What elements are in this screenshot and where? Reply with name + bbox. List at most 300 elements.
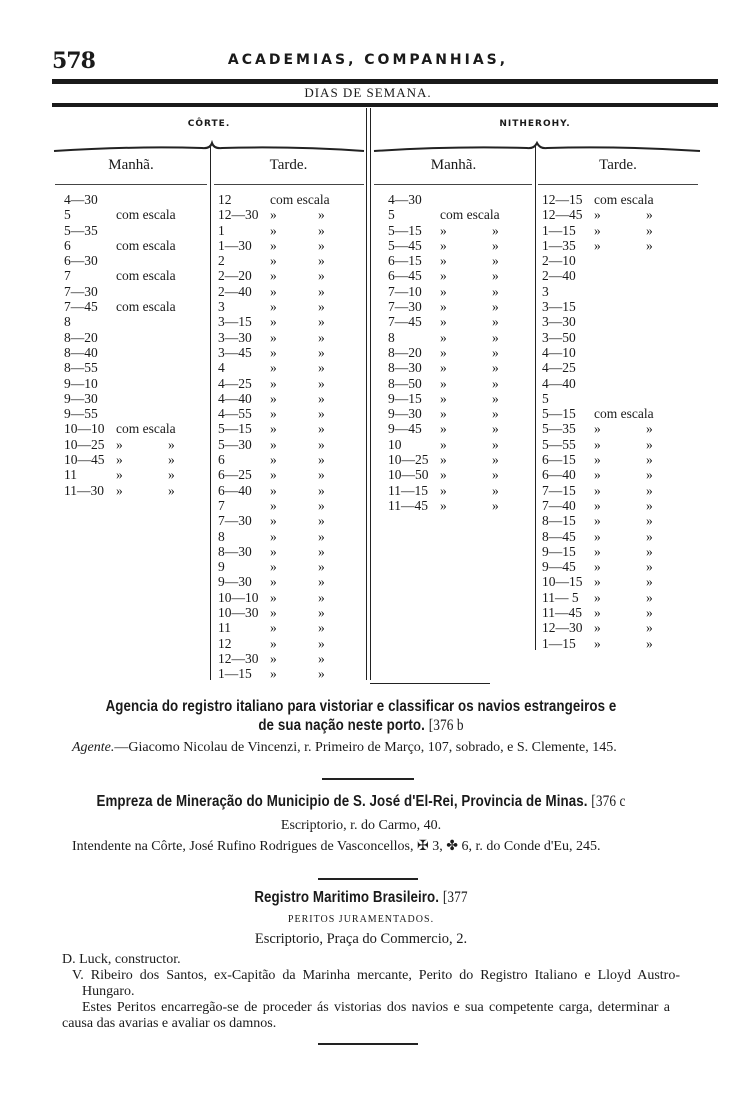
entry-title-agencia: Agencia do registro italiano para vistoriar e classificar os navios estrangeiros e de sua nação neste porto. [376 b <box>105 698 617 734</box>
entry-ref: [376 b <box>428 717 464 734</box>
ditto-mark: » <box>270 574 277 590</box>
region-divider-right <box>370 108 371 680</box>
departure-time: 11 <box>64 467 77 483</box>
ditto-mark: » <box>318 513 325 529</box>
schedule-row <box>64 421 176 436</box>
schedule-row <box>218 391 330 406</box>
schedule-row <box>542 529 654 544</box>
ditto-mark: » <box>318 650 325 666</box>
departure-time: 4—55 <box>218 406 252 422</box>
schedule-row <box>542 620 654 635</box>
ditto-mark: » <box>270 559 277 575</box>
ditto-mark: » <box>492 360 499 376</box>
departure-time: 3—50 <box>542 329 576 345</box>
schedule-row <box>388 238 500 253</box>
departure-time: 7 <box>218 497 225 513</box>
ditto-mark: » <box>270 528 277 544</box>
registro-note: Estes Peritos encarregão-se de proceder ás vistorias dos navios e sua competente carga, determinar a causa das avarias e avaliar os damnos. <box>62 1000 670 1031</box>
schedule-row <box>218 513 330 528</box>
schedule-row <box>64 376 176 391</box>
departure-time: 3—15 <box>542 299 576 315</box>
departure-time: 8—40 <box>64 344 98 360</box>
ditto-mark: » <box>492 482 499 498</box>
departure-time: 1 <box>218 222 225 238</box>
empreza-office: Escriptorio, r. do Carmo, 40. <box>280 818 442 833</box>
ditto-mark: » <box>440 467 447 483</box>
schedule-row <box>388 360 500 375</box>
schedule-row <box>542 207 654 222</box>
departure-time: 12 <box>218 635 232 651</box>
ditto-mark: » <box>168 467 175 483</box>
ditto-mark: » <box>318 666 325 682</box>
ditto-mark: » <box>270 207 277 223</box>
departure-time: 4—40 <box>542 375 576 391</box>
schedule-row <box>218 299 330 314</box>
schedule-row <box>218 207 330 222</box>
ditto-mark: » <box>318 574 325 590</box>
ditto-mark: » <box>492 375 499 391</box>
departure-time: 5—35 <box>542 421 576 437</box>
ditto-mark: » <box>646 436 653 452</box>
stop-note: com escala <box>270 192 330 207</box>
ditto-mark: » <box>646 635 653 651</box>
departure-time: 7—30 <box>64 283 98 299</box>
ditto-mark: » <box>270 344 277 360</box>
corte-brace <box>52 140 366 154</box>
ditto-mark: » <box>492 467 499 483</box>
ditto-mark: » <box>646 559 653 575</box>
entry-ref: [376 c <box>591 793 626 810</box>
ditto-mark: » <box>440 237 447 253</box>
ditto-mark: » <box>270 406 277 422</box>
stop-note: com escala <box>440 207 500 223</box>
ditto-mark: » <box>594 497 601 513</box>
ditto-mark: » <box>318 299 325 315</box>
ditto-mark: » <box>270 222 277 238</box>
schedule-row <box>218 483 330 498</box>
stop-note: com escala <box>594 406 654 422</box>
ditto-mark: » <box>646 207 653 223</box>
ditto-mark: » <box>492 344 499 360</box>
ditto-mark: » <box>440 268 447 284</box>
ditto-mark: » <box>440 360 447 376</box>
departure-time: 3—45 <box>218 344 252 360</box>
region-header-nitherohy: NITHEROHY. <box>499 119 571 129</box>
ditto-mark: » <box>646 543 653 559</box>
schedule-row <box>218 651 330 666</box>
ditto-mark: » <box>270 237 277 253</box>
schedule-row <box>218 605 330 620</box>
departure-time: 3 <box>542 283 549 299</box>
departure-time: 6 <box>218 452 225 468</box>
schedule-row <box>218 529 330 544</box>
departure-time: 1—15 <box>542 222 576 238</box>
ditto-mark: » <box>594 589 601 605</box>
schedule-row <box>218 559 330 574</box>
departure-time: 9—10 <box>64 375 98 391</box>
schedule-row <box>388 406 500 421</box>
ditto-mark: » <box>270 635 277 651</box>
ditto-mark: » <box>440 283 447 299</box>
ditto-mark: » <box>270 299 277 315</box>
departure-time: 12—45 <box>542 207 583 223</box>
departure-time: 8 <box>64 314 71 330</box>
departure-time: 6—40 <box>542 467 576 483</box>
departure-time: 5—55 <box>542 436 576 452</box>
running-head: ACADEMIAS, COMPANHIAS, <box>227 52 509 68</box>
schedule-row <box>388 376 500 391</box>
ditto-mark: » <box>318 237 325 253</box>
schedule-row <box>218 345 330 360</box>
schedule-row <box>542 590 654 605</box>
ditto-mark: » <box>594 574 601 590</box>
separator-rule <box>318 878 418 880</box>
ditto-mark: » <box>270 421 277 437</box>
departure-time: 11—15 <box>388 482 428 498</box>
column-header-nitherohy-tarde: Tarde. <box>599 157 637 173</box>
ditto-mark: » <box>318 528 325 544</box>
departure-time: 3 <box>218 299 225 315</box>
ditto-mark: » <box>492 283 499 299</box>
ditto-mark: » <box>318 329 325 345</box>
departure-time: 11 <box>218 620 231 636</box>
schedule-row <box>542 452 654 467</box>
departure-time: 8—55 <box>64 360 98 376</box>
ditto-mark: » <box>492 436 499 452</box>
departure-time: 4 <box>218 360 225 376</box>
departure-time: 9—15 <box>542 543 576 559</box>
departure-time: 7—30 <box>388 299 422 315</box>
ditto-mark: » <box>440 253 447 269</box>
stop-note: com escala <box>116 299 176 315</box>
ditto-mark: » <box>270 620 277 636</box>
ditto-mark: » <box>646 528 653 544</box>
ditto-mark: » <box>270 666 277 682</box>
departure-time: 8—20 <box>388 344 422 360</box>
schedule-row <box>542 268 654 283</box>
table-title: DIAS DE SEMANA. <box>304 85 432 100</box>
ditto-mark: » <box>270 360 277 376</box>
ditto-mark: » <box>440 314 447 330</box>
ditto-mark: » <box>168 436 175 452</box>
departure-time: 3—15 <box>218 314 252 330</box>
departure-time: 6—30 <box>64 253 98 269</box>
schedule-row <box>64 467 176 482</box>
departure-time: 4—10 <box>542 344 576 360</box>
ditto-mark: » <box>318 467 325 483</box>
schedule-row <box>64 238 176 253</box>
ditto-mark: » <box>270 452 277 468</box>
schedule-row <box>64 391 176 406</box>
schedule-row <box>218 406 330 421</box>
ditto-mark: » <box>440 222 447 238</box>
departure-time: 4—25 <box>218 375 252 391</box>
departure-time: 10—15 <box>542 574 583 590</box>
departure-time: 10—10 <box>218 589 259 605</box>
stop-note: com escala <box>116 421 176 437</box>
registro-office: Escriptorio, Praça do Commercio, 2. <box>254 931 468 947</box>
departure-time: 7—40 <box>542 497 576 513</box>
ditto-mark: » <box>270 589 277 605</box>
ditto-mark: » <box>594 605 601 621</box>
departure-time: 7—45 <box>64 299 98 315</box>
ditto-mark: » <box>492 237 499 253</box>
departure-time: 2—20 <box>218 268 252 284</box>
schedule-row <box>64 223 176 238</box>
departure-time: 12—15 <box>542 192 583 207</box>
schedule-row <box>388 330 500 345</box>
schedule-row <box>542 498 654 513</box>
departure-time: 8—20 <box>64 329 98 345</box>
departure-time: 9—30 <box>64 390 98 406</box>
departure-time: 9—30 <box>218 574 252 590</box>
region-header-corte: CÔRTE. <box>187 119 231 129</box>
schedule-row <box>542 636 654 651</box>
schedule-row <box>388 498 500 513</box>
ditto-mark: » <box>318 360 325 376</box>
ditto-mark: » <box>270 253 277 269</box>
departure-time: 8 <box>388 329 395 345</box>
schedule-row <box>218 437 330 452</box>
schedule-row <box>218 223 330 238</box>
ditto-mark: » <box>594 543 601 559</box>
separator-rule <box>322 778 414 780</box>
ditto-mark: » <box>594 452 601 468</box>
departure-time: 10—45 <box>64 452 105 468</box>
ditto-mark: » <box>594 222 601 238</box>
schedule-row <box>542 345 654 360</box>
schedule-row <box>218 498 330 513</box>
ditto-mark: » <box>318 390 325 406</box>
ditto-mark: » <box>318 222 325 238</box>
departure-time: 8—50 <box>388 375 422 391</box>
schedule-row <box>218 421 330 436</box>
schedule-row <box>64 207 176 222</box>
stop-note: com escala <box>116 207 176 223</box>
departure-time: 10—30 <box>218 605 259 621</box>
schedule-row <box>542 238 654 253</box>
schedule-row <box>542 192 654 207</box>
ditto-mark: » <box>646 620 653 636</box>
schedule-row <box>218 666 330 681</box>
departure-time: 5—15 <box>218 421 252 437</box>
ditto-mark: » <box>492 497 499 513</box>
ditto-mark: » <box>594 559 601 575</box>
schedule-row <box>388 284 500 299</box>
departure-time: 12 <box>218 192 232 207</box>
ditto-mark: » <box>492 222 499 238</box>
stop-note: com escala <box>116 268 176 284</box>
schedule-row <box>542 376 654 391</box>
registro-subtitle: PERITOS JURAMENTADOS. <box>287 914 435 925</box>
departure-time: 2—10 <box>542 253 576 269</box>
ditto-mark: » <box>270 390 277 406</box>
ditto-mark: » <box>646 237 653 253</box>
ditto-mark: » <box>492 452 499 468</box>
ditto-mark: » <box>270 283 277 299</box>
departure-time: 2 <box>218 253 225 269</box>
schedule-row <box>64 330 176 345</box>
schedule-row <box>542 314 654 329</box>
ditto-mark: » <box>594 528 601 544</box>
schedule-corte-tarde <box>218 192 330 682</box>
departure-time: 12—30 <box>218 207 259 223</box>
schedule-row <box>218 376 330 391</box>
departure-time: 10 <box>388 436 402 452</box>
agencia-agent: Agente.—Giacomo Nicolau de Vincenzi, r. Primeiro de Março, 107, sobrado, e S. Clemente, 145. <box>72 740 617 755</box>
schedule-row <box>388 314 500 329</box>
ditto-mark: » <box>492 299 499 315</box>
entry-title-empreza: Empreza de Mineração do Municipio de S. José d'El-Rei, Provincia de Minas. [376 c <box>96 793 626 810</box>
ditto-mark: » <box>594 482 601 498</box>
ditto-mark: » <box>492 253 499 269</box>
departure-time: 5 <box>64 207 71 223</box>
departure-time: 7—30 <box>218 513 252 529</box>
ditto-mark: » <box>318 605 325 621</box>
departure-time: 12—30 <box>542 620 583 636</box>
schedule-row <box>542 284 654 299</box>
ditto-mark: » <box>168 452 175 468</box>
departure-time: 8—45 <box>542 528 576 544</box>
departure-time: 9—55 <box>64 406 98 422</box>
departure-time: 4—25 <box>542 360 576 376</box>
schedule-row <box>542 406 654 421</box>
ditto-mark: » <box>646 513 653 529</box>
entry-ref: [377 <box>442 889 468 906</box>
ditto-mark: » <box>440 452 447 468</box>
ditto-mark: » <box>318 635 325 651</box>
schedule-row <box>542 544 654 559</box>
departure-time: 5—45 <box>388 237 422 253</box>
ditto-mark: » <box>492 329 499 345</box>
departure-time: 11—45 <box>388 497 428 513</box>
schedule-row <box>64 284 176 299</box>
top-rule <box>52 79 718 84</box>
nitherohy-column-divider <box>535 146 536 650</box>
ditto-mark: » <box>318 482 325 498</box>
schedule-row <box>64 437 176 452</box>
schedule-row <box>218 330 330 345</box>
header-underline <box>55 184 207 185</box>
ditto-mark: » <box>492 406 499 422</box>
ditto-mark: » <box>318 589 325 605</box>
departure-time: 8—30 <box>388 360 422 376</box>
ditto-mark: » <box>440 299 447 315</box>
schedule-nitherohy-manha <box>388 192 500 513</box>
ditto-mark: » <box>318 207 325 223</box>
column-header-nitherohy-manha: Manhã. <box>430 157 477 173</box>
ditto-mark: » <box>646 421 653 437</box>
schedule-row <box>218 284 330 299</box>
departure-time: 4—40 <box>218 390 252 406</box>
ditto-mark: » <box>318 314 325 330</box>
departure-time: 12—30 <box>218 650 259 666</box>
ditto-mark: » <box>492 268 499 284</box>
departure-time: 11—45 <box>542 605 582 621</box>
departure-time: 6—45 <box>388 268 422 284</box>
schedule-row <box>542 574 654 589</box>
departure-time: 9—15 <box>388 390 422 406</box>
departure-time: 1—15 <box>542 635 576 651</box>
ditto-mark: » <box>594 436 601 452</box>
schedule-row <box>64 314 176 329</box>
departure-time: 6—15 <box>542 452 576 468</box>
schedule-row <box>388 437 500 452</box>
ditto-mark: » <box>440 344 447 360</box>
ditto-mark: » <box>594 421 601 437</box>
schedule-row <box>64 406 176 421</box>
schedule-row <box>388 253 500 268</box>
table-end-rule <box>370 683 490 684</box>
ditto-mark: » <box>646 467 653 483</box>
schedule-row <box>388 192 500 207</box>
departure-time: 3—30 <box>218 329 252 345</box>
departure-time: 9 <box>218 559 225 575</box>
ditto-mark: » <box>318 436 325 452</box>
schedule-row <box>388 268 500 283</box>
header-underline <box>538 184 698 185</box>
stop-note: com escala <box>116 237 176 253</box>
ditto-mark: » <box>646 605 653 621</box>
departure-time: 6 <box>64 237 71 253</box>
ditto-mark: » <box>594 620 601 636</box>
departure-time: 10—25 <box>388 452 429 468</box>
ditto-mark: » <box>440 390 447 406</box>
schedule-row <box>388 483 500 498</box>
departure-time: 10—25 <box>64 436 105 452</box>
ditto-mark: » <box>646 222 653 238</box>
schedule-row <box>542 605 654 620</box>
registro-person: D. Luck, constructor. <box>62 952 181 967</box>
ditto-mark: » <box>646 574 653 590</box>
schedule-row <box>64 253 176 268</box>
schedule-row <box>542 483 654 498</box>
schedule-row <box>218 544 330 559</box>
ditto-mark: » <box>594 635 601 651</box>
ditto-mark: » <box>270 543 277 559</box>
ditto-mark: » <box>116 467 123 483</box>
departure-time: 11— 5 <box>542 589 579 605</box>
ditto-mark: » <box>270 314 277 330</box>
schedule-row <box>218 636 330 651</box>
schedule-row <box>218 192 330 207</box>
title-rule <box>52 103 718 107</box>
schedule-row <box>388 421 500 436</box>
ditto-mark: » <box>318 452 325 468</box>
departure-time: 7—15 <box>542 482 576 498</box>
departure-time: 7—10 <box>388 283 422 299</box>
schedule-row <box>218 467 330 482</box>
departure-time: 5—30 <box>218 436 252 452</box>
column-header-corte-tarde: Tarde. <box>269 157 308 173</box>
ditto-mark: » <box>440 482 447 498</box>
departure-time: 5—35 <box>64 222 98 238</box>
schedule-row <box>388 223 500 238</box>
ditto-mark: » <box>440 497 447 513</box>
ditto-mark: » <box>594 207 601 223</box>
departure-time: 5 <box>388 207 395 223</box>
ditto-mark: » <box>318 375 325 391</box>
schedule-row <box>542 437 654 452</box>
departure-time: 5—15 <box>542 406 576 422</box>
ditto-mark: » <box>270 513 277 529</box>
departure-time: 5—15 <box>388 222 422 238</box>
schedule-row <box>542 360 654 375</box>
ditto-mark: » <box>116 436 123 452</box>
ditto-mark: » <box>270 375 277 391</box>
ditto-mark: » <box>318 559 325 575</box>
ditto-mark: » <box>318 543 325 559</box>
